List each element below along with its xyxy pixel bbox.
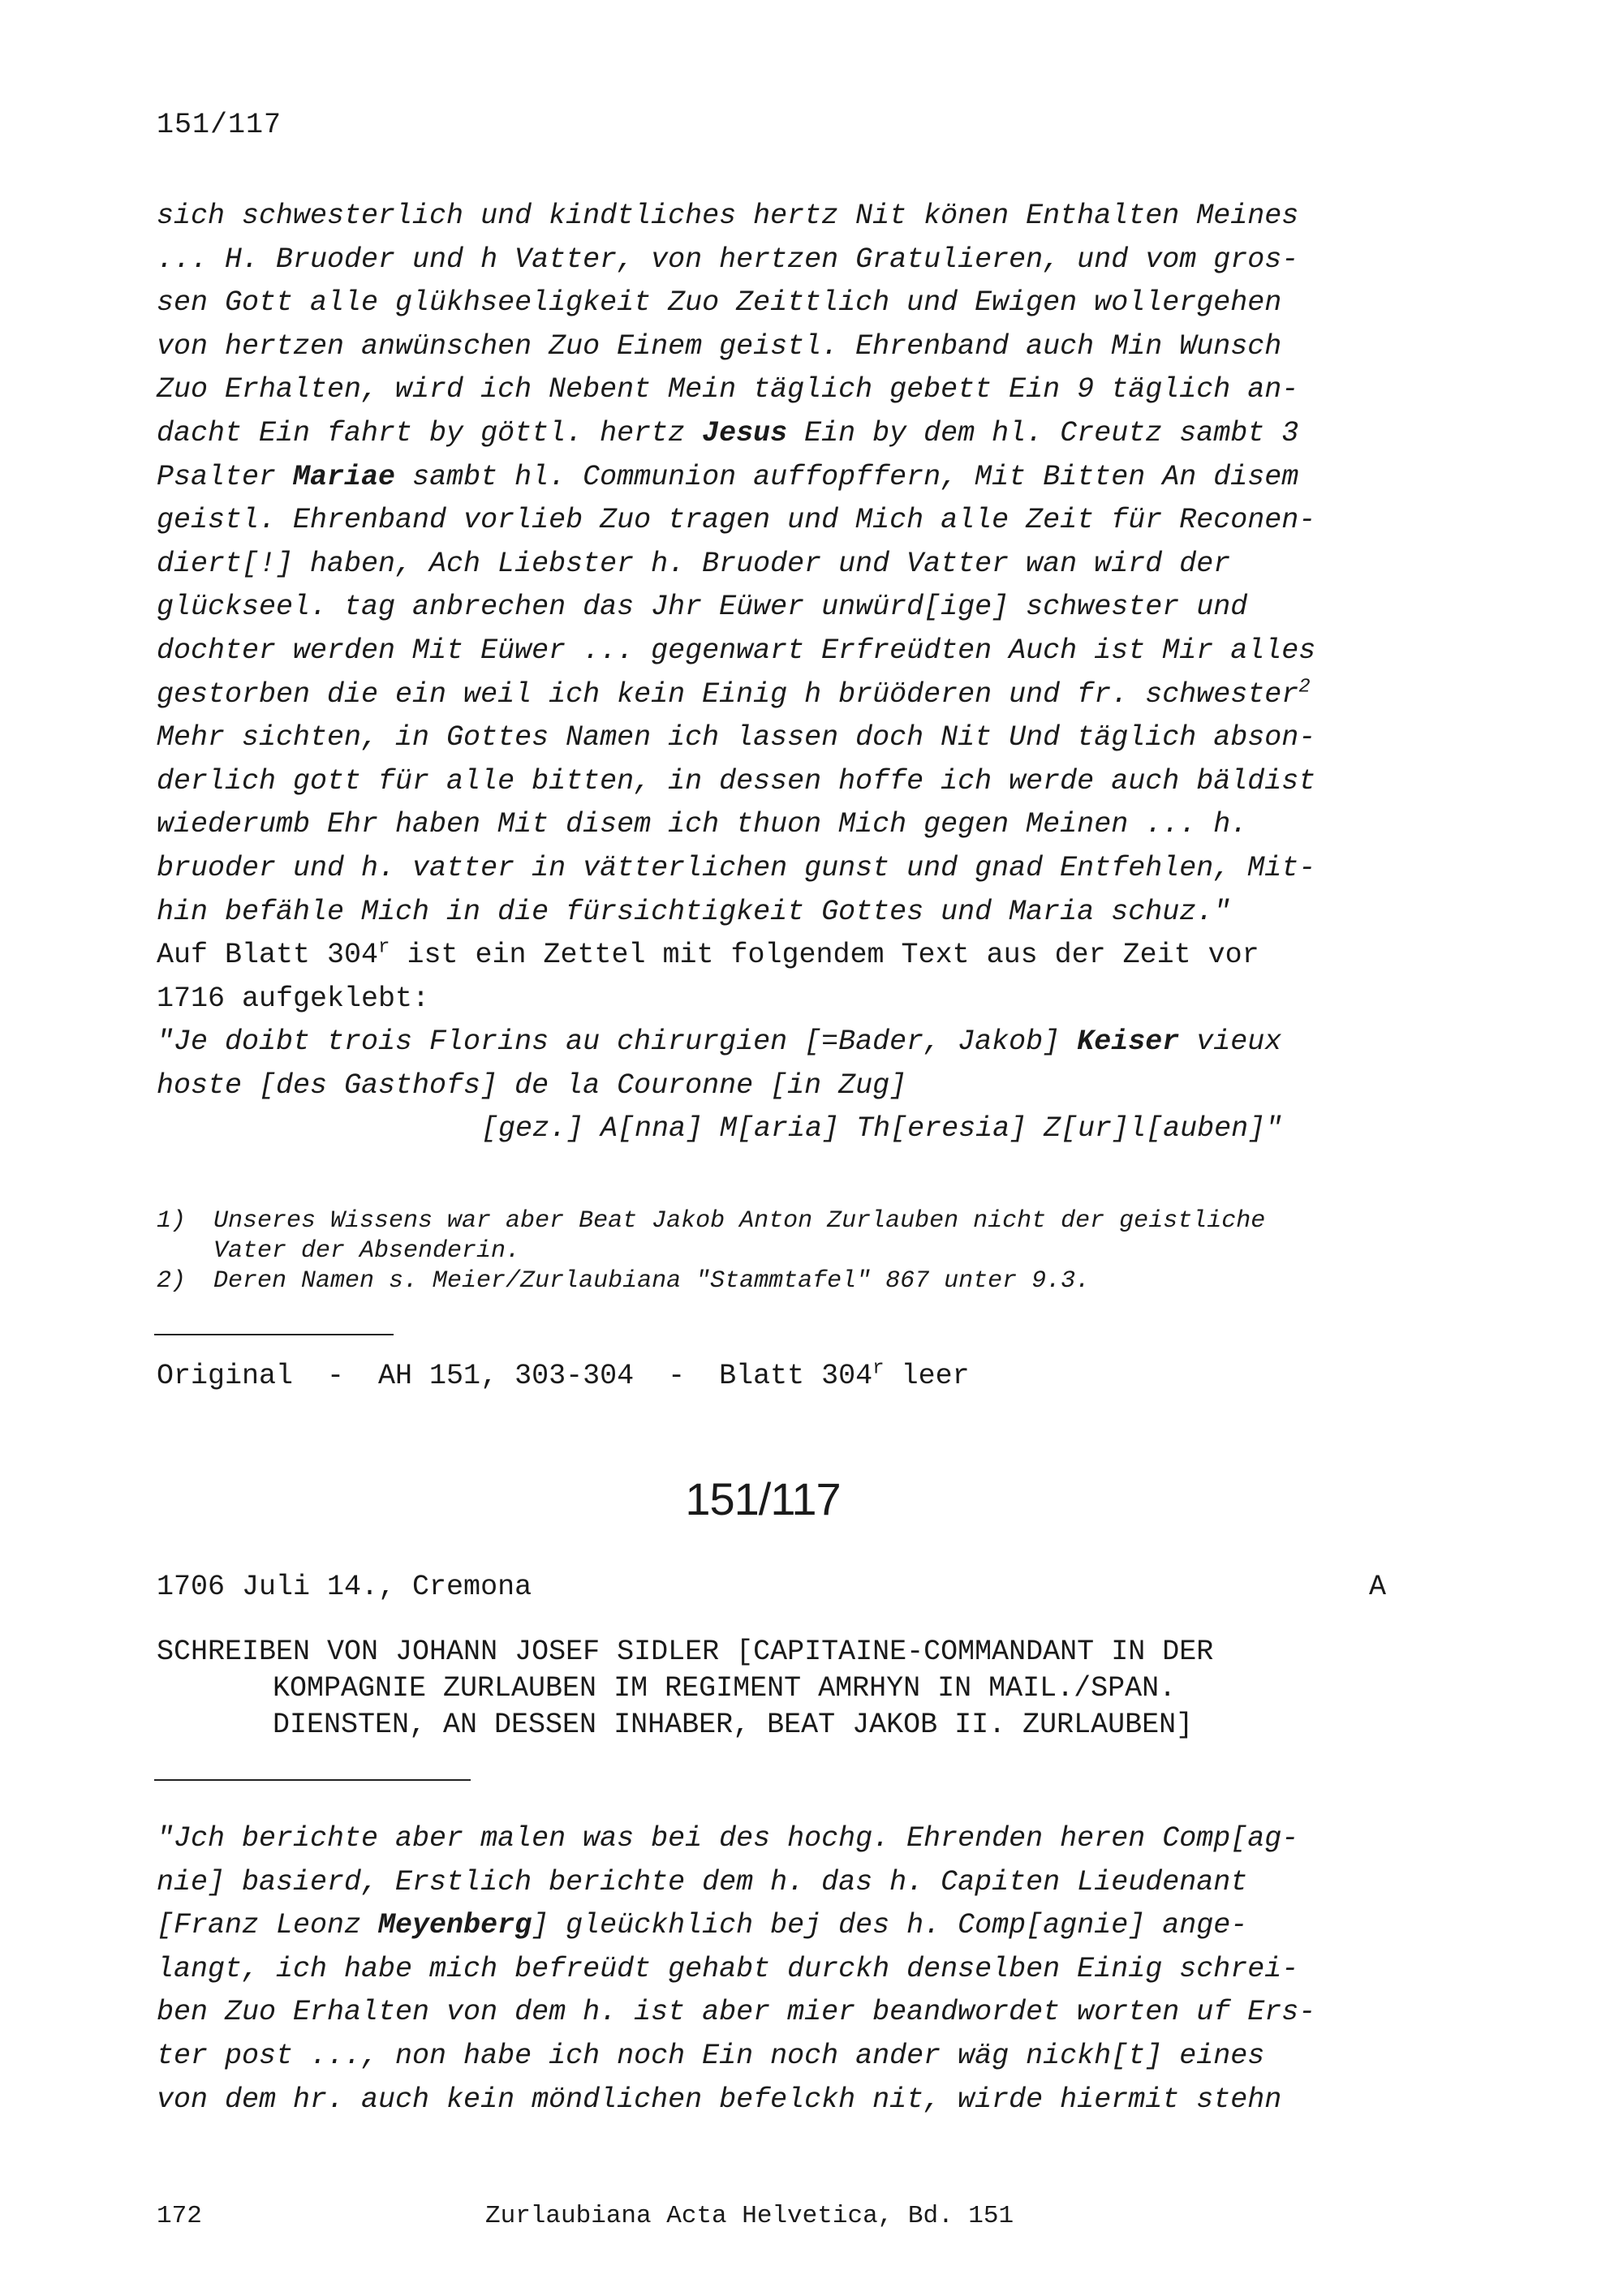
page-header-doc-number: 151/117 <box>157 109 282 141</box>
footnote-number: 1) <box>157 1207 187 1235</box>
letter-line: geistl. Ehrenband vorlieb Zuo tragen und Mich alle Zeit für Reconen- <box>157 504 1316 537</box>
text-run: vieux <box>1179 1025 1282 1059</box>
letter-body <box>157 1817 1423 2122</box>
letter-line: ben Zuo Erhalten von dem h. ist aber mier beandwordet worten uf Ers- <box>157 1996 1316 2029</box>
text-run: [Franz Leonz <box>157 1909 379 1942</box>
letter-line: nie] basierd, Erstlich berichte dem h. das h. Capiten Lieudenant <box>157 1865 1248 1898</box>
editor-note-line: 1716 aufgeklebt: <box>157 982 430 1015</box>
letter-line: dochter werden Mit Eüwer ... gegenwart Erfreüdten Auch ist Mir alles <box>157 634 1316 667</box>
bold-name: Jesus <box>702 416 788 449</box>
text-run: Psalter <box>157 460 294 493</box>
footnote-1 <box>157 1206 1455 1236</box>
text-run: gestorben die ein weil ich kein Einig h brüöderen und fr. schwester <box>157 677 1299 711</box>
text-run: leer <box>884 1360 970 1392</box>
date-line <box>157 1571 1386 1603</box>
footnote-text: Deren Namen s. Meier/Zurlaubiana "Stammtafel" 867 unter 9.3. <box>213 1267 1091 1295</box>
title-line: DIENSTEN, AN DESSEN INHABER, BEAT JAKOB II. ZURLAUBEN] <box>273 1709 1194 1741</box>
zettel-line: hoste [des Gasthofs] de la Couronne [in Zug] <box>157 1068 907 1102</box>
letter-line <box>157 673 1423 717</box>
letter-line <box>157 456 1423 500</box>
date-place: 1706 Juli 14., Cremona <box>157 1571 532 1603</box>
series-title: Zurlaubiana Acta Helvetica, Bd. 151 <box>485 2202 1014 2230</box>
footnote-1-continuation: Vater der Absenderin. <box>213 1237 521 1265</box>
original-reference <box>157 1357 970 1392</box>
letter-line: ... H. Bruoder und h Vatter, von hertzen Gratulieren, und vom gros- <box>157 243 1299 276</box>
text-run: ] gleückhlich bej des h. Comp[agnie] ange- <box>532 1909 1248 1942</box>
letter-continuation <box>157 195 1423 1151</box>
letter-line <box>157 412 1423 456</box>
document-marker: A <box>1368 1571 1386 1603</box>
letter-line: diert[!] haben, Ach Liebster h. Bruoder und Vatter wan wird der <box>157 547 1231 580</box>
title-line: KOMPAGNIE ZURLAUBEN IM REGIMENT AMRHYN IN MAIL./SPAN. <box>273 1672 1177 1705</box>
letter-line: hin befähle Mich in die fürsichtigkeit Gottes und Maria schuz." <box>157 895 1231 928</box>
footnote-ref: 2 <box>1298 675 1311 698</box>
letter-line: derlich gott für alle bitten, in dessen hoffe ich werde auch bäldist <box>157 764 1316 798</box>
editor-note-line <box>157 934 1423 978</box>
zettel-signature: [gez.] A[nna] M[aria] Th[eresia] Z[ur]l[auben]" <box>481 1112 1283 1146</box>
document-title <box>157 1634 1455 1743</box>
letter-line: Zuo Erhalten, wird ich Nebent Mein täglich gebett Ein 9 täglich an- <box>157 373 1299 406</box>
letter-line: bruoder und h. vatter in vätterlichen gunst und gnad Entfehlen, Mit- <box>157 851 1316 884</box>
letter-line: sen Gott alle glükhseeligkeit Zuo Zeittlich und Ewigen wollergehen <box>157 286 1282 320</box>
letter-line: Mehr sichten, in Gottes Namen ich lassen doch Nit Und täglich abson- <box>157 721 1316 755</box>
letter-line: von hertzen anwünschen Zuo Einem geistl. Ehrenband auch Min Wunsch <box>157 329 1282 363</box>
letter-line: von dem hr. auch kein möndlichen befelckh nit, wirde hiermit stehn <box>157 2083 1282 2116</box>
recto-sup: r <box>872 1357 885 1380</box>
zettel-line <box>157 1021 1423 1064</box>
letter-line: sich schwesterlich und kindtliches hertz Nit könen Enthalten Meines <box>157 200 1299 232</box>
footnote-number: 2) <box>157 1267 187 1295</box>
document-number-heading: 151/117 <box>685 1473 841 1524</box>
text-run: Original - AH 151, 303-304 - Blatt 304 <box>157 1360 873 1392</box>
letter-line: ter post ..., non habe ich noch Ein noch ander wäg nickh[t] eines <box>157 2039 1265 2072</box>
page-footer <box>157 2202 1130 2230</box>
bold-name: Meyenberg <box>378 1909 532 1942</box>
title-line: SCHREIBEN VON JOHANN JOSEF SIDLER [CAPITAINE-COMMANDANT IN DER <box>157 1636 1214 1668</box>
text-run: Ein by dem hl. Creutz sambt 3 <box>787 416 1299 449</box>
recto-sup: r <box>378 936 390 959</box>
bold-name: Mariae <box>293 460 396 493</box>
page-number: 172 <box>157 2202 202 2230</box>
footnote-2 <box>157 1266 1455 1296</box>
text-run: Auf Blatt 304 <box>157 939 379 972</box>
text-run: dacht Ein fahrt by göttl. hertz <box>157 416 703 449</box>
bold-name: Keiser <box>1077 1025 1180 1059</box>
text-run: ist ein Zettel mit folgendem Text aus der Zeit vor <box>390 939 1259 972</box>
divider <box>154 1334 394 1335</box>
letter-line <box>157 1904 1423 1948</box>
letter-line: glückseel. tag anbrechen das Jhr Eüwer unwürd[ige] schwester und <box>157 591 1248 624</box>
text-run: "Je doibt trois Florins au chirurgien [=Bader, Jakob] <box>157 1025 1078 1059</box>
divider <box>154 1779 471 1781</box>
letter-line: langt, ich habe mich befreüdt gehabt durckh denselben Einig schrei- <box>157 1952 1299 1985</box>
footnote-text: Unseres Wissens war aber Beat Jakob Anton Zurlauben nicht der geistliche <box>213 1207 1266 1235</box>
letter-line: wiederumb Ehr haben Mit disem ich thuon Mich gegen Meinen ... h. <box>157 808 1248 841</box>
letter-line: "Jch berichte aber malen was bei des hochg. Ehrenden heren Comp[ag- <box>157 1822 1299 1855</box>
footnotes <box>157 1206 1455 1296</box>
text-run: sambt hl. Communion auffopffern, Mit Bitten An disem <box>395 460 1299 493</box>
